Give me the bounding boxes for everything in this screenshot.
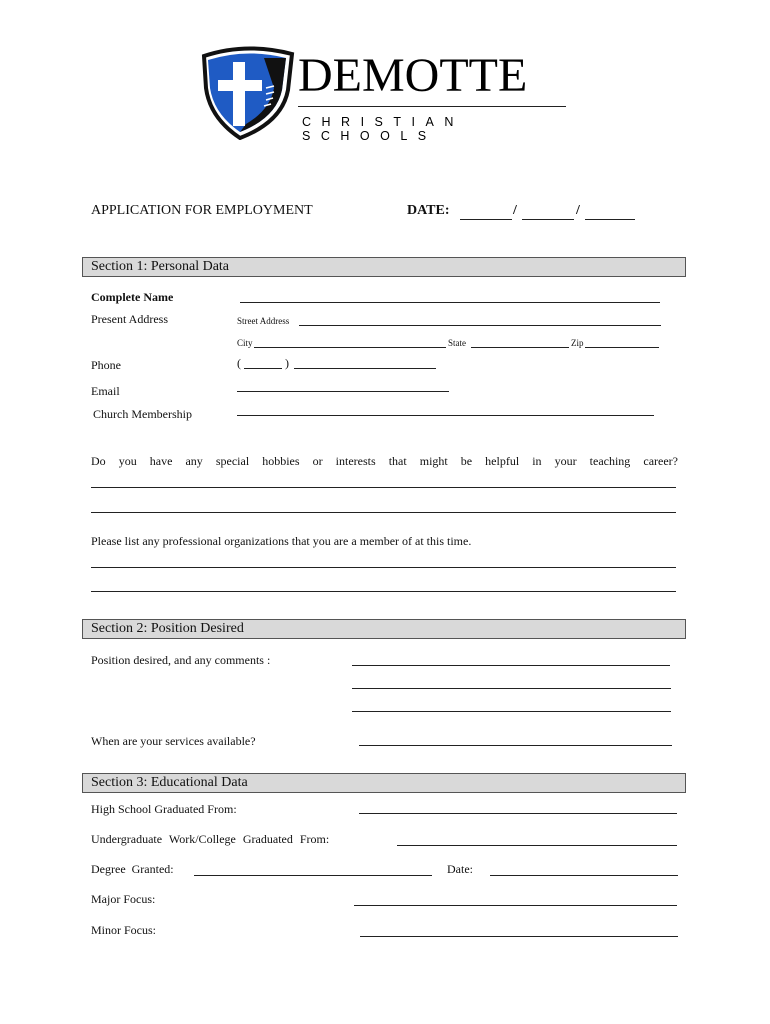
church-membership-field[interactable]	[237, 415, 654, 416]
organizations-question: Please list any professional organizations that you are a member of at this time.	[91, 534, 472, 548]
minor-focus-label: Minor Focus:	[91, 923, 157, 937]
date-day-field[interactable]	[522, 219, 574, 220]
date-label: DATE:	[407, 203, 450, 218]
position-desired-label: Position desired, and any comments :	[91, 653, 271, 667]
major-focus-field[interactable]	[354, 905, 677, 906]
section-1-header	[82, 257, 686, 277]
zip-label: Zip	[571, 338, 584, 348]
hobbies-question: Do you have any special hobbies or interests that might be helpful in your teaching career?	[91, 454, 678, 468]
high-school-label: High School Graduated From:	[91, 802, 237, 816]
state-field[interactable]	[471, 347, 569, 348]
date-month-field[interactable]	[460, 219, 512, 220]
section-3-header	[82, 773, 686, 793]
phone-area-code-field[interactable]	[244, 368, 282, 369]
section-3-title: Section 3: Educational Data	[91, 775, 248, 790]
phone-paren-close: )	[285, 356, 289, 370]
hobbies-answer-line-2[interactable]	[91, 512, 676, 513]
position-desired-field-1[interactable]	[352, 665, 670, 666]
phone-paren-open: (	[237, 356, 241, 370]
hobbies-answer-line-1[interactable]	[91, 487, 676, 488]
city-label: City	[237, 338, 253, 348]
degree-date-field[interactable]	[490, 875, 678, 876]
degree-granted-field[interactable]	[194, 875, 432, 876]
undergraduate-label: Undergraduate Work/College Graduated From:	[91, 832, 330, 846]
degree-granted-label: Degree Granted:	[91, 862, 174, 876]
section-1-title: Section 1: Personal Data	[91, 259, 230, 274]
email-label: Email	[91, 384, 120, 398]
high-school-field[interactable]	[359, 813, 677, 814]
undergraduate-field[interactable]	[397, 845, 677, 846]
city-field[interactable]	[254, 347, 446, 348]
email-field[interactable]	[237, 391, 449, 392]
services-available-label: When are your services available?	[91, 734, 256, 748]
logo-name: DEMOTTE	[298, 49, 528, 102]
logo-divider	[298, 106, 566, 107]
street-address-label: Street Address	[237, 316, 290, 326]
minor-focus-field[interactable]	[360, 936, 678, 937]
logo-subtitle: CHRISTIAN SCHOOLS	[302, 115, 464, 143]
date-separator-2: /	[576, 203, 580, 218]
shield-cross-icon	[196, 44, 296, 140]
zip-field[interactable]	[585, 347, 659, 348]
form-title: APPLICATION FOR EMPLOYMENT	[91, 203, 313, 218]
street-address-field[interactable]	[299, 325, 661, 326]
state-label: State	[448, 338, 466, 348]
school-logo	[196, 44, 576, 143]
date-separator-1: /	[513, 203, 517, 218]
present-address-label: Present Address	[91, 312, 168, 326]
degree-date-label: Date:	[447, 862, 473, 876]
complete-name-label: Complete Name	[91, 290, 174, 304]
position-desired-field-3[interactable]	[352, 711, 671, 712]
organizations-answer-line-2[interactable]	[91, 591, 676, 592]
phone-number-field[interactable]	[294, 368, 436, 369]
organizations-answer-line-1[interactable]	[91, 567, 676, 568]
phone-label: Phone	[91, 358, 121, 372]
church-membership-label: Church Membership	[93, 407, 192, 421]
complete-name-field[interactable]	[240, 302, 660, 303]
date-year-field[interactable]	[585, 219, 635, 220]
section-2-header	[82, 619, 686, 639]
position-desired-field-2[interactable]	[352, 688, 671, 689]
section-2-title: Section 2: Position Desired	[91, 621, 244, 636]
services-available-field[interactable]	[359, 745, 672, 746]
major-focus-label: Major Focus:	[91, 892, 156, 906]
